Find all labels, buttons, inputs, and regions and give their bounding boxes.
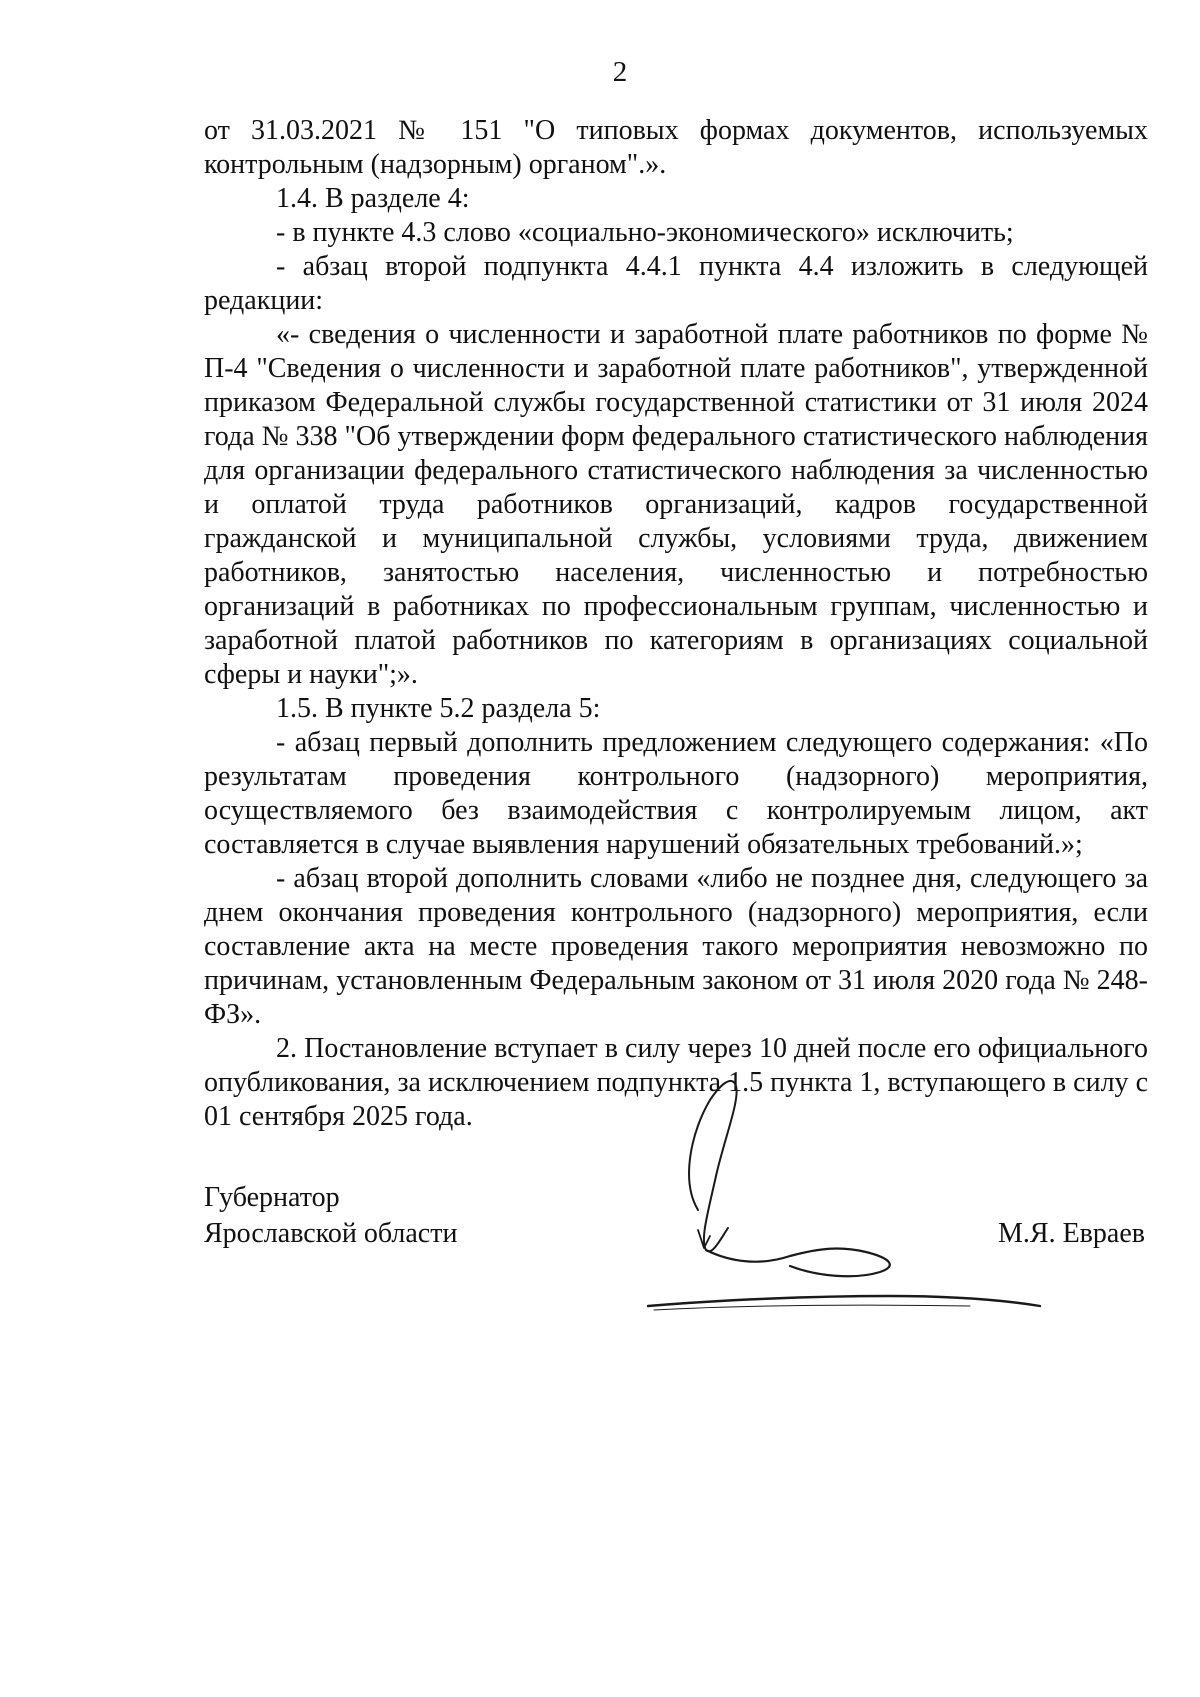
- document-body: [204, 114, 1148, 1134]
- signatory-position-line1: Губернатор: [204, 1182, 340, 1213]
- paragraph-item-1-5: 1.5. В пункте 5.2 раздела 5:: [276, 693, 601, 724]
- signatory-position: [204, 1180, 457, 1252]
- paragraph-item-2: 2. Постановление вступает в силу через 10 дней после его официального опубликования, за исключением подпункта 1.5 пункта 1, вступающего в силу с 01 сентября 2025 года.: [204, 1033, 1148, 1132]
- page-number: 2: [612, 56, 628, 88]
- signatory-position-line2: Ярославской области: [204, 1218, 458, 1249]
- handwritten-signature: [640, 1080, 1060, 1320]
- paragraph-item-4-3: - в пункте 4.3 слово «социально-экономического» исключить;: [276, 217, 1014, 248]
- paragraph-item-4-4-1: - абзац второй подпункта 4.4.1 пункта 4.4 изложить в следующей редакции:: [204, 251, 1148, 316]
- paragraph-second-abzac: - абзац второй дополнить словами «либо не позднее дня, следующего за днем окончания проведения контрольного (надзорного) мероприятия, если составление акта на месте проведения такого мероприятия невозможно по причинам, установленным Федеральным законом от 31 июля 2020 года № 248-ФЗ».: [204, 863, 1148, 1030]
- paragraph-item-1-4: 1.4. В разделе 4:: [276, 183, 470, 214]
- paragraph-continuation: от 31.03.2021 № 151 "О типовых формах документов, используемых контрольным (надзорным) органом".».: [204, 115, 1148, 180]
- paragraph-quoted-amendment: «- сведения о численности и заработной плате работников по форме № П-4 "Сведения о численности и заработной плате работников", утвержденной приказом Федеральной службы государственной статистики от 31 июля 2024 года № 338 "Об утверждении форм федерального статистического наблюдения для организации федерального статистического наблюдения за численностью и оплатой труда работников организаций, кадров государственной гражданской и муниципальной службы, условиями труда, движением работников, занятостью населения, численностью и потребностью организаций в работниках по профессиональным группам, численностью и заработной платой работников по категориям в организациях социальной сферы и науки";».: [204, 319, 1148, 690]
- signatory-name: М.Я. Евраев: [998, 1218, 1145, 1249]
- paragraph-first-abzac: - абзац первый дополнить предложением следующего содержания: «По результатам проведения контрольного (надзорного) мероприятия, осуществляемого без взаимодействия с контролируемым лицом, акт составляется в случае выявления нарушений обязательных требований.»;: [204, 727, 1148, 860]
